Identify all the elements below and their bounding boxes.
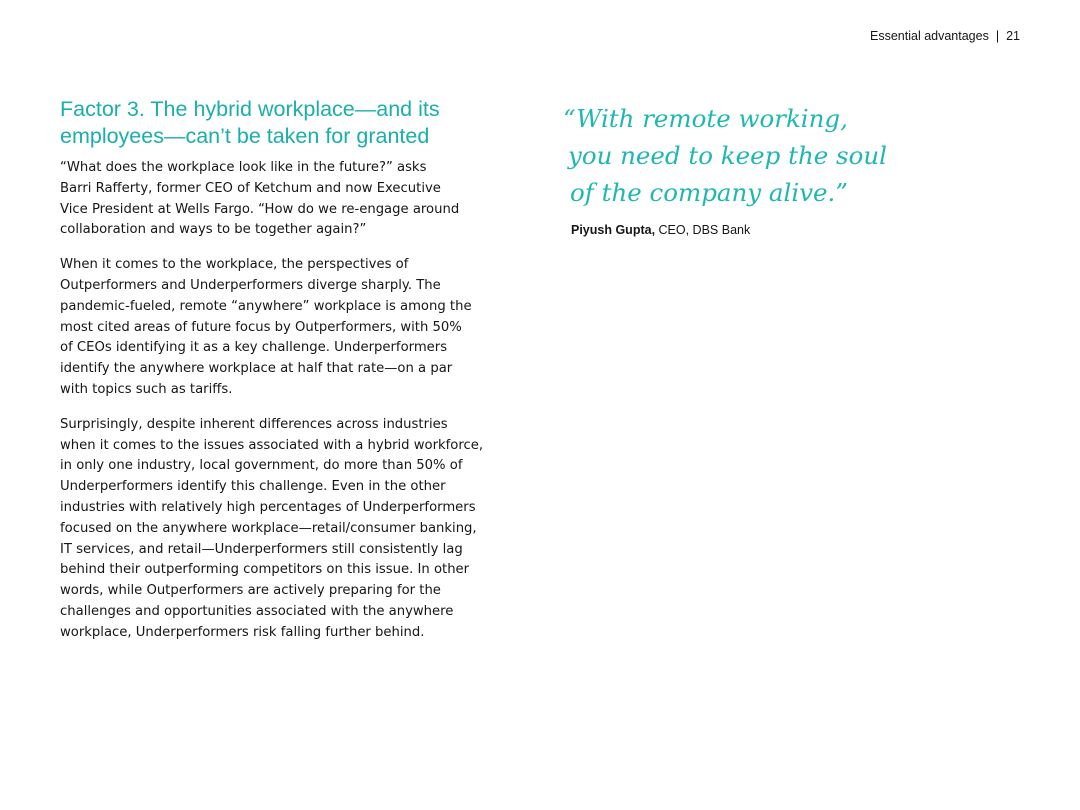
- paragraph-line: workplace, Underperformers risk falling further behind.: [60, 624, 425, 640]
- paragraph-line: collaboration and ways to be together again?”: [60, 222, 367, 238]
- quote-line-2: you need to keep the soul: [568, 141, 887, 170]
- paragraph-line: behind their outperforming competitors on this issue. In other: [60, 562, 470, 578]
- quote-text: [563, 100, 1023, 211]
- quote-author-name: Piyush Gupta,: [571, 223, 656, 237]
- running-header: [870, 29, 1020, 43]
- paragraph-1: [60, 158, 510, 241]
- paragraph-3: [60, 415, 510, 644]
- paragraph-line: with topics such as tariffs.: [60, 381, 233, 397]
- paragraph-line: of CEOs identifying it as a key challenge. Underperformers: [60, 340, 448, 356]
- paragraph-line: Outperformers and Underperformers diverge sharply. The: [60, 277, 441, 293]
- quote-author-title: CEO, DBS Bank: [655, 223, 751, 237]
- heading-line-1: Factor 3. The hybrid workplace—and its: [60, 97, 440, 121]
- paragraph-line: when it comes to the issues associated with a hybrid workforce,: [60, 437, 484, 453]
- page-number: 21: [1006, 29, 1020, 43]
- paragraph-line: “What does the workplace look like in the future?” asks: [60, 160, 427, 175]
- section-title: Essential advantages: [870, 29, 989, 43]
- paragraph-line: most cited areas of future focus by Outperformers, with 50%: [60, 319, 462, 335]
- paragraph-line: industries with relatively high percentages of Underperformers: [60, 499, 476, 515]
- paragraph-line: Barri Rafferty, former CEO of Ketchum and now Executive: [60, 180, 441, 196]
- quote-attribution: [563, 223, 1023, 237]
- paragraph-line: IT services, and retail—Underperformers still consistently lag: [60, 541, 463, 557]
- paragraph-line: Vice President at Wells Fargo. “How do we re-engage around: [60, 201, 460, 217]
- paragraph-line: Surprisingly, despite inherent differences across industries: [60, 416, 448, 432]
- paragraph-line: pandemic-fueled, remote “anywhere” workplace is among the: [60, 298, 472, 314]
- quote-line-3: of the company alive.”: [570, 178, 848, 207]
- quote-line-1: “With remote working,: [563, 104, 848, 133]
- paragraph-line: When it comes to the workplace, the perspectives of: [60, 257, 409, 273]
- paragraph-line: words, while Outperformers are actively preparing for the: [60, 583, 441, 599]
- paragraph-line: Underperformers identify this challenge. Even in the other: [60, 479, 446, 495]
- header-separator: |: [995, 29, 1000, 43]
- paragraph-line: focused on the anywhere workplace—retail/consumer banking,: [60, 520, 477, 536]
- paragraph-line: in only one industry, local government, do more than 50% of: [60, 458, 463, 474]
- article-heading: [60, 96, 510, 150]
- heading-line-2: employees—can’t be taken for granted: [60, 124, 430, 148]
- paragraph-2: [60, 255, 510, 401]
- article-column: [60, 96, 510, 658]
- paragraph-line: challenges and opportunities associated with the anywhere: [60, 603, 454, 619]
- pull-quote: [563, 100, 1023, 237]
- paragraph-line: identify the anywhere workplace at half that rate—on a par: [60, 361, 453, 377]
